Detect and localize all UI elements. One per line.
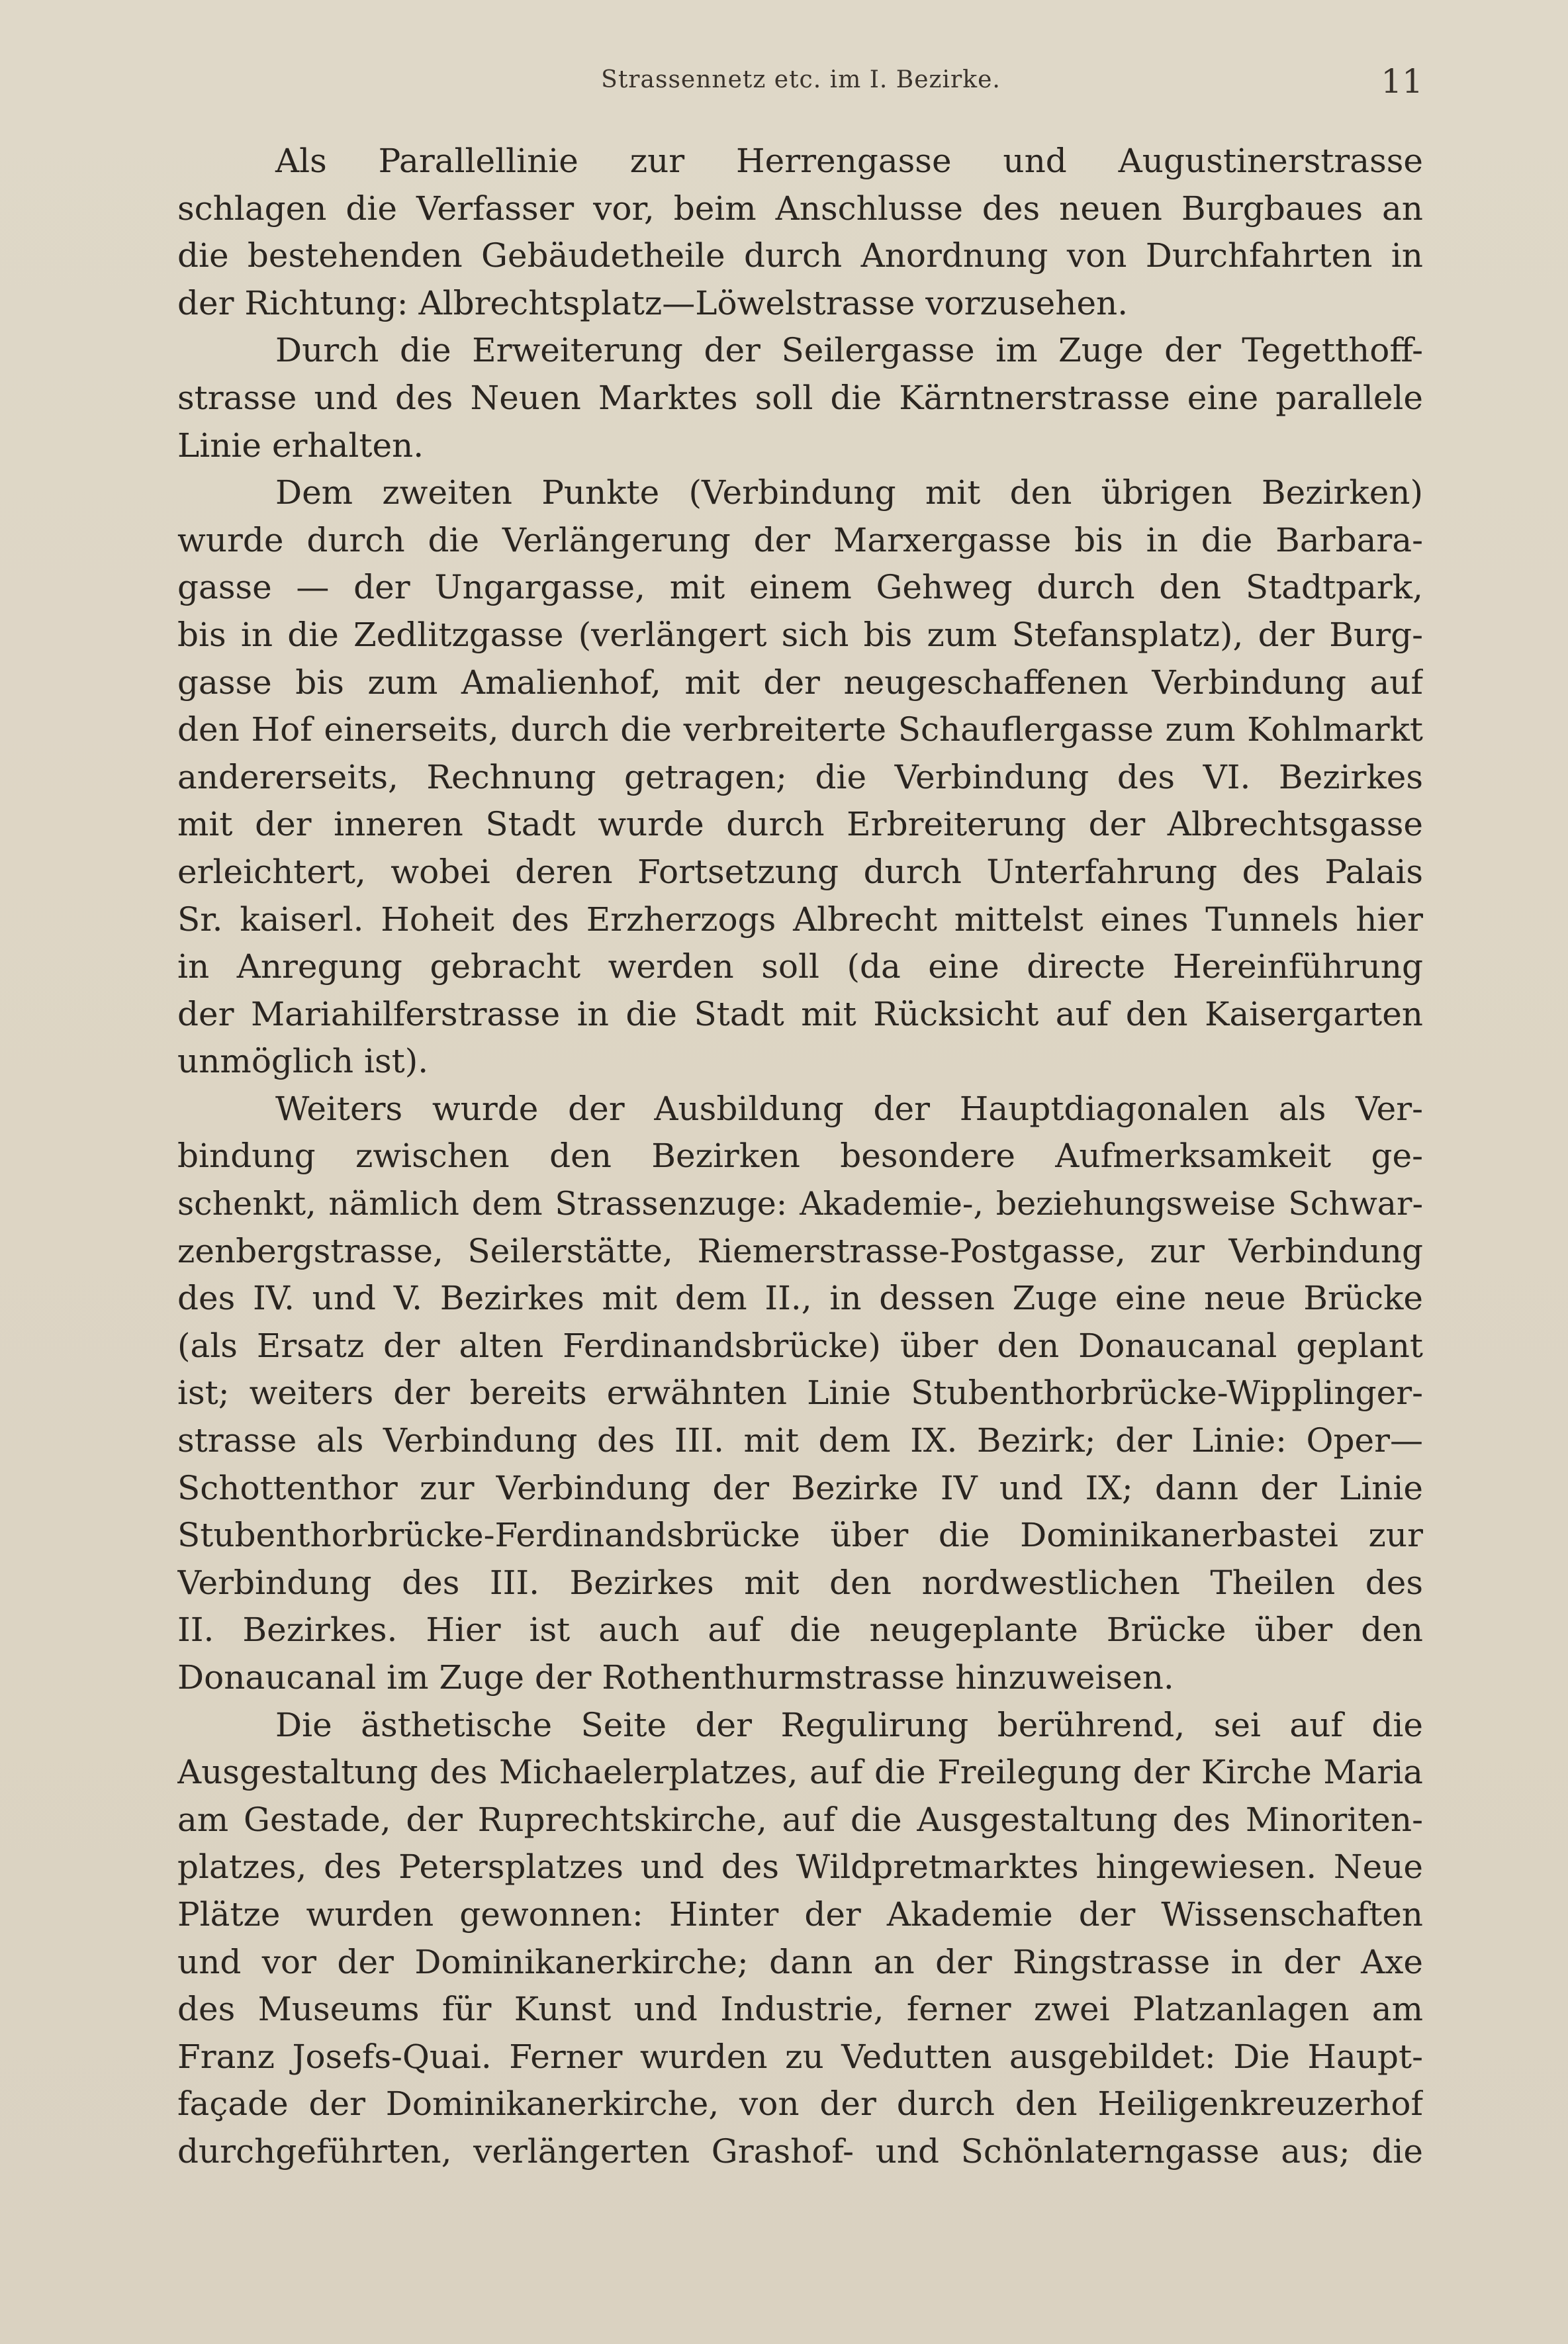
- text-line: der Richtung: Albrechtsplatz—Löwelstrasse vorzusehen.: [177, 283, 1129, 322]
- text-line: Die ästhetische Seite der Regulirung berührend, sei auf die: [275, 1705, 1423, 1744]
- running-title: Strassennetz etc. im I. Bezirke.: [601, 66, 1001, 93]
- text-line: wurde durch die Verlängerung der Marxergasse bis in die Barbara-: [177, 520, 1423, 559]
- text-line: die bestehenden Gebäudetheile durch Anordnung von Durchfahrten in: [177, 236, 1423, 275]
- text-line: unmöglich ist).: [177, 1042, 429, 1081]
- text-line: und vor der Dominikanerkirche; dann an der Ringstrasse in der Axe: [177, 1942, 1423, 1981]
- text-line: Weiters wurde der Ausbildung der Hauptdiagonalen als Ver-: [275, 1089, 1423, 1128]
- page-number: 11: [1381, 62, 1423, 101]
- text-line: Schottenthor zur Verbindung der Bezirke IV und IX; dann der Linie: [177, 1468, 1423, 1507]
- text-line: platzes, des Petersplatzes und des Wildpretmarktes hingewiesen. Neue: [177, 1848, 1423, 1887]
- text-line: Linie erhalten.: [177, 426, 424, 465]
- text-line: bindung zwischen den Bezirken besondere Aufmerksamkeit ge-: [177, 1137, 1423, 1176]
- text-line: des Museums für Kunst und Industrie, ferner zwei Platzanlagen am: [177, 1990, 1423, 2029]
- text-line: bis in die Zedlitzgasse (verlängert sich bis zum Stefansplatz), der Burg-: [177, 615, 1423, 654]
- text-line: gasse — der Ungargasse, mit einem Gehweg durch den Stadtpark,: [177, 568, 1423, 607]
- text-line: schenkt, nämlich dem Strassenzuge: Akademie-, beziehungsweise Schwar-: [177, 1185, 1423, 1223]
- text-line: zenbergstrasse, Seilerstätte, Riemerstrasse-Postgasse, zur Verbindung: [177, 1231, 1423, 1270]
- text-line: mit der inneren Stadt wurde durch Erbreiterung der Albrechtsgasse: [177, 805, 1423, 844]
- text-line: strasse als Verbindung des III. mit dem IX. Bezirk; der Linie: Oper—: [177, 1421, 1423, 1460]
- body-text: [177, 138, 1423, 2176]
- text-line: Sr. kaiserl. Hoheit des Erzherzogs Albrecht mittelst eines Tunnels hier: [177, 900, 1423, 939]
- text-line: Plätze wurden gewonnen: Hinter der Akademie der Wissenschaften: [177, 1895, 1423, 1934]
- text-line: Ausgestaltung des Michaelerplatzes, auf die Freilegung der Kirche Maria: [177, 1753, 1423, 1792]
- text-line: (als Ersatz der alten Ferdinandsbrücke) über den Donaucanal geplant: [177, 1326, 1423, 1365]
- text-line: durchgeführten, verlängerten Grashof- und Schönlaterngasse aus; die: [177, 2132, 1423, 2171]
- text-line: ist; weiters der bereits erwähnten Linie Stubenthorbrücke-Wipplinger-: [177, 1374, 1423, 1413]
- text-line: schlagen die Verfasser vor, beim Anschlusse des neuen Burgbaues an: [177, 189, 1423, 228]
- text-line: II. Bezirkes. Hier ist auch auf die neugeplante Brücke über den: [177, 1611, 1423, 1650]
- text-line: Franz Josefs-Quai. Ferner wurden zu Vedutten ausgebildet: Die Haupt-: [177, 2037, 1423, 2076]
- text-line: Stubenthorbrücke-Ferdinandsbrücke über die Dominikanerbastei zur: [177, 1516, 1423, 1555]
- text-line: erleichtert, wobei deren Fortsetzung durch Unterfahrung des Palais: [177, 852, 1423, 891]
- text-line: Verbindung des III. Bezirkes mit den nordwestlichen Theilen des: [177, 1563, 1423, 1602]
- text-line: Als Parallellinie zur Herrengasse und Augustinerstrasse: [275, 142, 1423, 180]
- text-line: andererseits, Rechnung getragen; die Verbindung des VI. Bezirkes: [177, 757, 1423, 796]
- text-line: Dem zweiten Punkte (Verbindung mit den übrigen Bezirken): [275, 473, 1423, 512]
- text-line: gasse bis zum Amalienhof, mit der neugeschaffenen Verbindung auf: [177, 663, 1423, 702]
- text-line: in Anregung gebracht werden soll (da eine directe Hereinführung: [177, 947, 1423, 986]
- page-header: [179, 61, 1423, 107]
- text-line: des IV. und V. Bezirkes mit dem II., in dessen Zuge eine neue Brücke: [177, 1279, 1423, 1318]
- text-line: façade der Dominikanerkirche, von der durch den Heiligenkreuzerhof: [177, 2085, 1423, 2124]
- text-line: strasse und des Neuen Marktes soll die Kärntnerstrasse eine parallele: [177, 378, 1423, 417]
- text-line: Durch die Erweiterung der Seilergasse im Zuge der Tegetthoff-: [275, 331, 1423, 370]
- text-line: der Mariahilferstrasse in die Stadt mit Rücksicht auf den Kaisergarten: [177, 994, 1423, 1033]
- text-line: am Gestade, der Ruprechtskirche, auf die Ausgestaltung des Minoriten-: [177, 1800, 1423, 1839]
- text-line: Donaucanal im Zuge der Rothenthurmstrasse hinzuweisen.: [177, 1658, 1174, 1697]
- text-line: den Hof einerseits, durch die verbreiterte Schauflergasse zum Kohlmarkt: [177, 710, 1423, 749]
